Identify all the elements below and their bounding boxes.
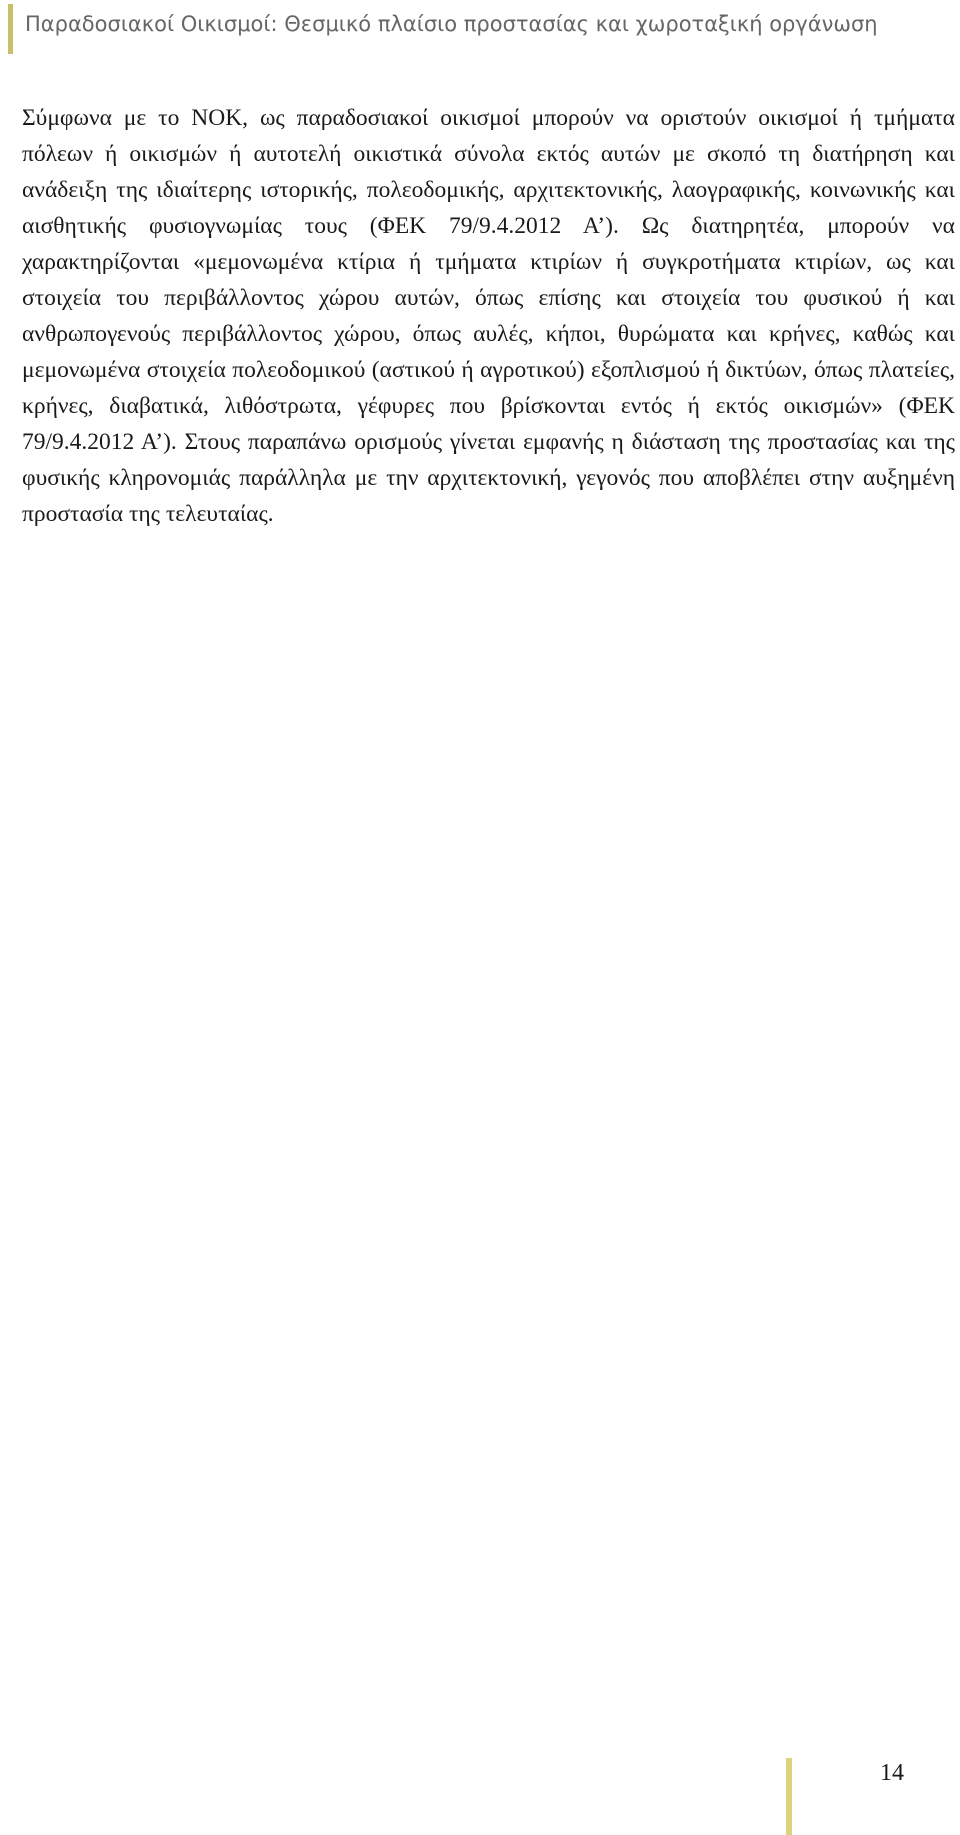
footer-accent-bar xyxy=(786,1758,792,1835)
body-paragraph: Σύμφωνα με το ΝΟΚ, ως παραδοσιακοί οικισμοί μπορούν να οριστούν οικισμοί ή τμήματα πόλεων ή οικισμών ή αυτοτελή οικιστικά σύνολα εκτός αυτών με σκοπό τη διατήρηση και ανάδειξη της ιδιαίτερης ιστορικής, πολεοδομικής, αρχιτεκτονικής, λαογραφικής, κοινωνικής και αισθητικής φυσιογνωμίας τους (ΦΕΚ 79/9.4.2012 Α’). Ως διατηρητέα, μπορούν να χαρακτηρίζονται «μεμονωμένα κτίρια ή τμήματα κτιρίων ή συγκροτήματα κτιρίων, ως και στοιχεία του περιβάλλοντος χώρου αυτών, όπως επίσης και στοιχεία του φυσικού ή και ανθρωπογενούς περιβάλλοντος χώρου, όπως αυλές, κήποι, θυρώματα και κρήνες, καθώς και μεμονωμένα στοιχεία πολεοδομικού (αστικού ή αγροτικού) εξοπλισμού ή δικτύων, όπως πλατείες, κρήνες, διαβατικά, λιθόστρωτα, γέφυρες που βρίσκονται εντός ή εκτός οικισμών» (ΦΕΚ 79/9.4.2012 Α’). Στους παραπάνω ορισμούς γίνεται εμφανής η διάσταση της προστασίας και της φυσικής κληρονομιάς παράλληλα με την αρχιτεκτονική, γεγονός που αποβλέπει στην αυξημένη προστασία της τελευταίας. xyxy=(22,105,955,527)
header-title: Παραδοσιακοί Οικισμοί: Θεσμικό πλαίσιο προστασίας και χωροταξική οργάνωση xyxy=(25,12,878,36)
page-number: 14 xyxy=(880,1760,904,1786)
running-header xyxy=(8,4,952,54)
